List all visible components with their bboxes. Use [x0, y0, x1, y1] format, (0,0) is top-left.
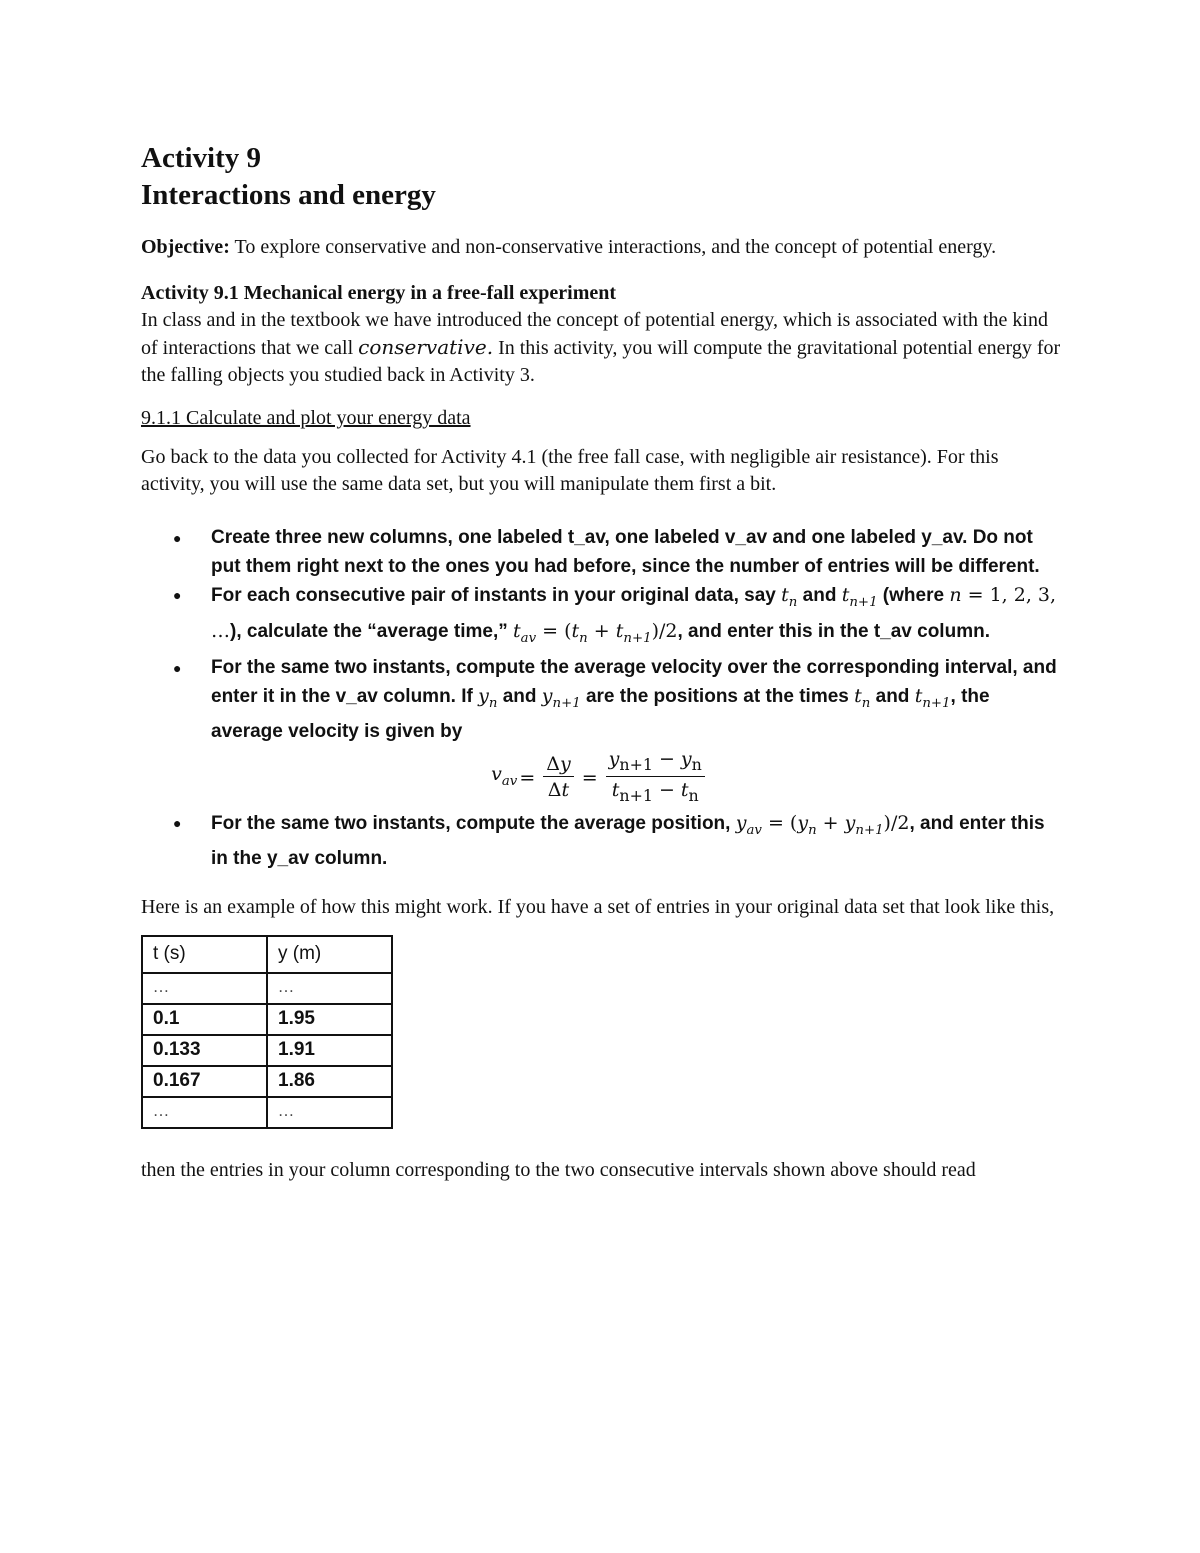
table-cell: … [267, 973, 392, 1004]
closing-paragraph: then the entries in your column corresponding to the two consecutive intervals shown above should read [141, 1158, 976, 1181]
example-data-table [141, 935, 393, 1129]
subsection-heading: 9.1.1 Calculate and plot your energy data [141, 407, 471, 429]
list-item: ● For the same two instants, compute the average position, $y_{av} = (y_n + y_{n+1})/2$, and enter this in the y_av column. [211, 809, 1061, 874]
table-cell: … [267, 1097, 392, 1128]
section-heading-text: Activity 9.1 Mechanical energy in a free-fall experiment [141, 282, 617, 304]
table-row [142, 1035, 392, 1066]
bullet-text: For the same two instants, compute the average position, [211, 812, 736, 834]
table-header-row [142, 936, 392, 973]
intro-text-a: In class and in the textbook we have introduced the concept of potential energy, which is associated with the kind of interactions that we call [141, 309, 1048, 359]
bullet-text: are the positions at the times [580, 686, 855, 708]
objective-label: Objective: [141, 236, 230, 258]
bullet-text: , and enter this in the t_av column. [677, 621, 990, 643]
difference-fraction: $\frac{y_{n+1} - y_n}{t_{n+1} - t_n}$ [606, 747, 705, 810]
section-intro [141, 307, 1061, 389]
table-cell: 1.91 [267, 1035, 392, 1066]
table-header-cell: y (m) [267, 936, 392, 973]
activity-number-title: Activity 9 [141, 142, 261, 174]
math-tn1: $t_{n+1}$ [841, 584, 878, 610]
math-tn: $t_n$ [781, 584, 798, 610]
math-average-position: $y_{av}$ [735, 811, 762, 838]
bullet-text: and [870, 686, 915, 708]
math-tn: $t_n$ [854, 685, 871, 711]
math-n-values: n [949, 584, 962, 606]
math-tn1: $t_{n+1}$ [914, 685, 951, 711]
table-cell: … [142, 1097, 267, 1128]
list-item [211, 654, 1061, 807]
delta-fraction: $\frac{\Delta y}{\Delta t}$ [543, 752, 573, 803]
instruction-list [141, 524, 1061, 874]
bullet-text: and [797, 585, 842, 606]
list-item [211, 524, 1061, 581]
bullet-text: For the same two instants, compute the average velocity over the corresponding interval, and enter it in the v_av column. If [211, 656, 1057, 708]
example-intro: Here is an example of how this might work. If you have a set of entries in your original data set that look like this, [141, 895, 1055, 918]
math-yn1: $y_{n+1}$ [541, 685, 581, 711]
document-page [141, 140, 1061, 1184]
table-cell: 0.133 [142, 1035, 267, 1066]
math-average-time: $t_{av}$ [513, 620, 537, 647]
list-item: ● For each consecutive pair of instants in your original data, say $t_n$ and $t_{n+1}$ (where n = 1, 2, 3, …), calculate the “average time,” $t_{av} = (t_n + t_{n+1})/2$, and enter this in the t_av column. [211, 581, 1061, 654]
table-cell: 1.86 [267, 1066, 392, 1097]
table-cell: 0.167 [142, 1066, 267, 1097]
intro-text-b: In this activity, you will compute the gravitational potential energy for the falling objects you studied back in Activity 3. [141, 337, 1061, 386]
average-velocity-equation: $v_{av}$ = $\frac{\Delta y}{\Delta t}$ = $\frac{y_{n+1} - y_n}{t_{n+1} - t_n}$ [141, 749, 1061, 807]
table-row [142, 1004, 392, 1035]
bullet-text: ), calculate the “average time,” [230, 621, 514, 643]
bullet-text: and [497, 686, 542, 708]
intro-emphasis: conservative. [358, 335, 494, 359]
table-cell: 1.95 [267, 1004, 392, 1035]
table-row [142, 973, 392, 1004]
math-yn: $y_n$ [478, 685, 498, 711]
bullet-text: Create three new columns, one labeled t_av, one labeled v_av and one labeled y_av. Do not put them right next to the ones you had before, since the number of entries will be different. [211, 527, 1040, 577]
activity-title: Interactions and energy [141, 179, 436, 211]
objective-text: To explore conservative and non-conservative interactions, and the concept of potential energy. [229, 236, 997, 258]
bullet-text: (where [877, 585, 950, 606]
table-row [142, 1066, 392, 1097]
table-cell: … [142, 973, 267, 1004]
bullet-text: , the average velocity is given by [211, 686, 990, 743]
bullet-text: , and enter this in the y_av column. [211, 812, 1045, 870]
subsection-paragraph: Go back to the data you collected for Activity 4.1 (the free fall case, with negligible air resistance). For this activity, you will use the same data set, but you will manipulate them first a bit. [141, 446, 999, 495]
table-header-cell: t (s) [142, 936, 267, 973]
section-heading [141, 280, 1061, 307]
table-cell: 0.1 [142, 1004, 267, 1035]
bullet-text: For each consecutive pair of instants in your original data, say [211, 585, 782, 606]
table-row [142, 1097, 392, 1128]
objective-paragraph [141, 234, 1061, 261]
